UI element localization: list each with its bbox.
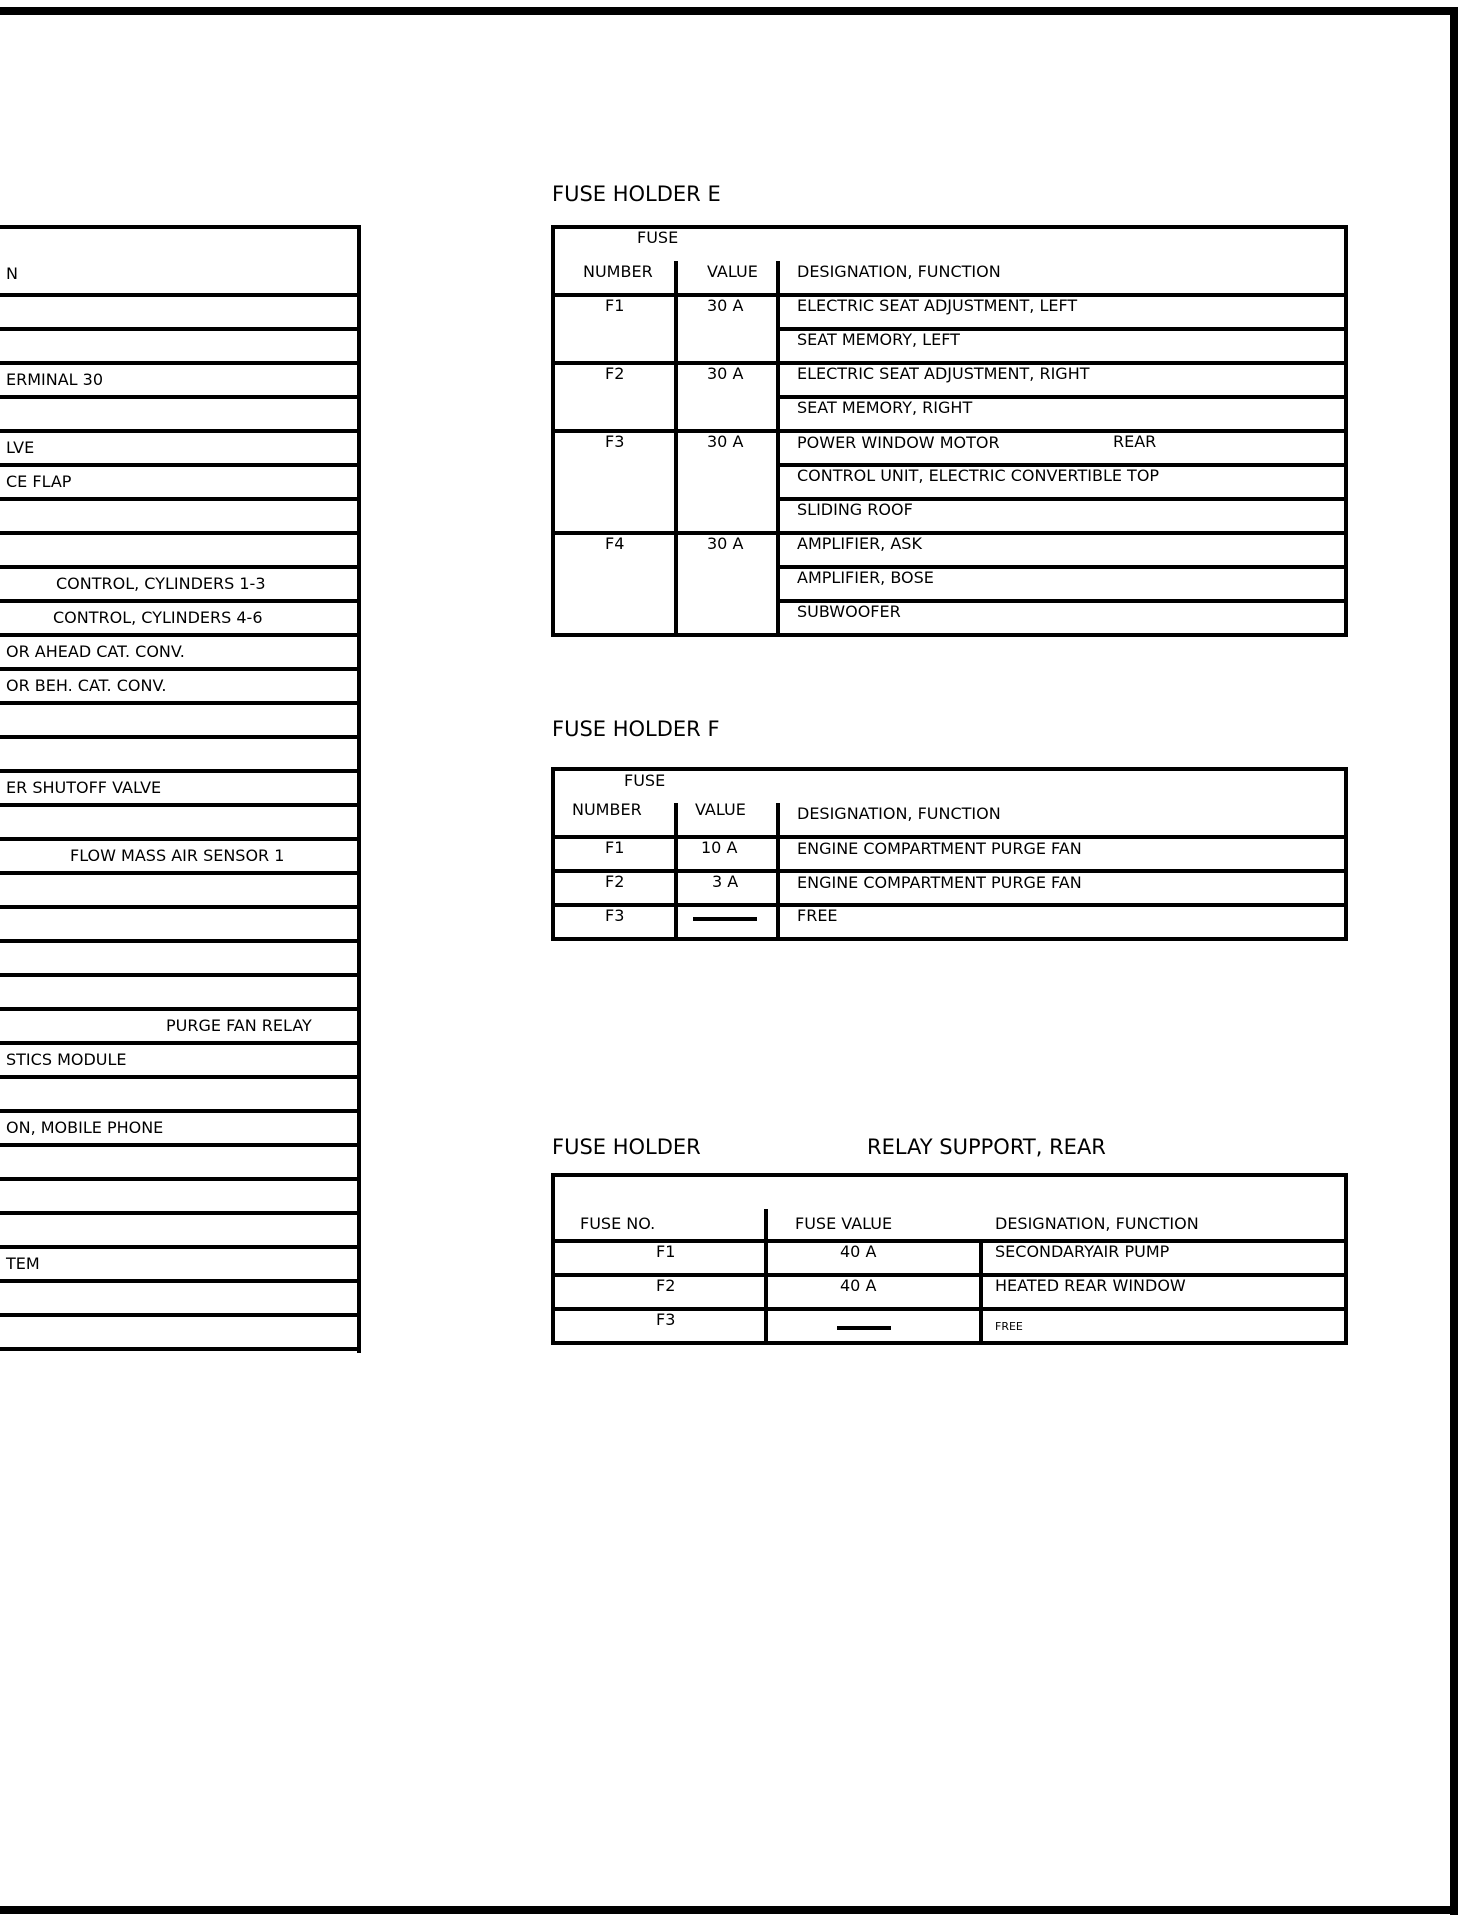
table-rear-col-divider-2 <box>979 1239 983 1345</box>
table-rear-col-divider-1 <box>764 1209 768 1345</box>
table-e-function: AMPLIFIER, ASK <box>797 534 922 553</box>
table-e-function-extra: REAR <box>1113 432 1157 451</box>
left-table-row-divider <box>0 531 361 535</box>
table-e-fuse-value: 30 A <box>707 534 744 553</box>
table-rear-function: HEATED REAR WINDOW <box>995 1276 1186 1295</box>
left-table-top-border <box>0 225 361 229</box>
table-e-function: CONTROL UNIT, ELECTRIC CONVERTIBLE TOP <box>797 466 1160 485</box>
table-f-bottom-border <box>551 937 1348 941</box>
table-e-fuse-value: 30 A <box>707 432 744 451</box>
left-table-row-divider <box>0 361 361 365</box>
left-table-row-divider <box>0 1313 361 1317</box>
table-e-header-value: VALUE <box>707 262 758 281</box>
table-f-function: ENGINE COMPARTMENT PURGE FAN <box>797 839 1082 858</box>
table-e-function: SLIDING ROOF <box>797 500 913 519</box>
left-table-row-label: ON, MOBILE PHONE <box>6 1118 164 1137</box>
table-e-header-fuse: FUSE <box>637 228 679 247</box>
table-f-left-border <box>551 767 555 941</box>
left-table-row-label: CONTROL, CYLINDERS 4-6 <box>53 608 263 627</box>
table-f-header-fuse: FUSE <box>624 771 666 790</box>
left-table-row-divider <box>0 905 361 909</box>
table-f-col-divider-1 <box>674 803 678 941</box>
table-e-function: SEAT MEMORY, RIGHT <box>797 398 973 417</box>
table-f-fuse-number: F1 <box>605 838 625 857</box>
table-f-header-designation: DESIGNATION, FUNCTION <box>797 804 1001 823</box>
table-e-col-divider-2 <box>776 261 780 637</box>
left-table-row-divider <box>0 429 361 433</box>
table-f-row-divider <box>551 903 1348 907</box>
table-e-fuse-number: F3 <box>605 432 625 451</box>
table-f-header-value: VALUE <box>695 800 746 819</box>
left-table-row-divider <box>0 667 361 671</box>
table-rear-header-designation: DESIGNATION, FUNCTION <box>995 1214 1199 1233</box>
table-e-function: POWER WINDOW MOTOR <box>797 433 1000 452</box>
table-e-fuse-value: 30 A <box>707 296 744 315</box>
left-table-row-divider <box>0 735 361 739</box>
table-f-header-number: NUMBER <box>572 800 642 819</box>
left-table-row-divider <box>0 599 361 603</box>
table-rear-header-value: FUSE VALUE <box>795 1214 893 1233</box>
empty-value-dash <box>837 1326 891 1330</box>
left-table-bottom-border <box>0 1347 361 1351</box>
table-e-header-designation: DESIGNATION, FUNCTION <box>797 262 1001 281</box>
table-e-fuse-number: F2 <box>605 364 625 383</box>
table-rear-fuse-value: 40 A <box>840 1276 877 1295</box>
left-table-header: N <box>6 264 18 283</box>
table-e-group-divider <box>551 531 1348 535</box>
left-table-row-divider <box>0 327 361 331</box>
fuse-holder-f-title: FUSE HOLDER F <box>552 717 720 741</box>
left-table-row-divider <box>0 463 361 467</box>
table-e-fuse-number: F4 <box>605 534 625 553</box>
left-table-row-divider <box>0 1177 361 1181</box>
left-table-row-divider <box>0 701 361 705</box>
table-e-function: AMPLIFIER, BOSE <box>797 568 934 587</box>
page-border-right <box>1450 7 1458 1915</box>
table-f-function: FREE <box>797 906 838 925</box>
left-table-row-divider <box>0 871 361 875</box>
table-f-fuse-number: F3 <box>605 906 625 925</box>
left-table-row-divider <box>0 1143 361 1147</box>
empty-value-dash <box>693 917 757 921</box>
left-table-row-divider <box>0 1279 361 1283</box>
left-table-row-divider <box>0 1109 361 1113</box>
table-rear-header-number: FUSE NO. <box>580 1214 656 1233</box>
table-f-top-border <box>551 767 1348 771</box>
fuse-holder-e-title: FUSE HOLDER E <box>552 182 721 206</box>
left-table-row-label: LVE <box>6 438 35 457</box>
left-table-row-label: ER SHUTOFF VALVE <box>6 778 162 797</box>
table-e-bottom-border <box>551 633 1348 637</box>
left-table-row-label: FLOW MASS AIR SENSOR 1 <box>70 846 285 865</box>
table-rear-fuse-value: 40 A <box>840 1242 877 1261</box>
fuse-holder-rear-title: FUSE HOLDER <box>552 1135 701 1159</box>
table-e-function: ELECTRIC SEAT ADJUSTMENT, LEFT <box>797 296 1078 315</box>
left-table-row-label: OR BEH. CAT. CONV. <box>6 676 167 695</box>
left-table-row-divider <box>0 633 361 637</box>
left-table-row-divider <box>0 1075 361 1079</box>
table-rear-right-border <box>1344 1173 1348 1345</box>
table-f-right-border <box>1344 767 1348 941</box>
table-f-fuse-value: 10 A <box>701 838 738 857</box>
left-table-row-label: STICS MODULE <box>6 1050 127 1069</box>
left-table-row-divider <box>0 497 361 501</box>
table-f-function: ENGINE COMPARTMENT PURGE FAN <box>797 873 1082 892</box>
table-e-col-divider-1 <box>674 261 678 637</box>
left-table-row-label: CONTROL, CYLINDERS 1-3 <box>56 574 266 593</box>
left-table-row-divider <box>0 1041 361 1045</box>
left-table-row-divider <box>0 1007 361 1011</box>
table-rear-fuse-number: F2 <box>656 1276 676 1295</box>
page-border-top <box>0 7 1458 15</box>
left-table-row-label: TEM <box>6 1254 40 1273</box>
left-table-row-divider <box>0 973 361 977</box>
table-rear-bottom-border <box>551 1341 1348 1345</box>
table-rear-top-border <box>551 1173 1348 1177</box>
table-f-fuse-number: F2 <box>605 872 625 891</box>
left-table-row-label: ERMINAL 30 <box>6 370 104 389</box>
page-border-bottom <box>0 1906 1458 1914</box>
left-table-row-divider <box>0 565 361 569</box>
left-table-row-divider <box>0 1211 361 1215</box>
left-table-row-divider <box>0 293 361 297</box>
table-rear-function: FREE <box>995 1320 1023 1333</box>
table-rear-fuse-number: F1 <box>656 1242 676 1261</box>
left-table-row-divider <box>0 803 361 807</box>
left-table-row-label: OR AHEAD CAT. CONV. <box>6 642 185 661</box>
table-e-fuse-value: 30 A <box>707 364 744 383</box>
left-table-row-divider <box>0 769 361 773</box>
table-e-fuse-number: F1 <box>605 296 625 315</box>
left-table-row-label: PURGE FAN RELAY <box>166 1016 312 1035</box>
fuse-holder-rear-subtitle: RELAY SUPPORT, REAR <box>867 1135 1106 1159</box>
table-f-col-divider-2 <box>776 803 780 941</box>
table-e-function: SUBWOOFER <box>797 602 901 621</box>
table-e-function: SEAT MEMORY, LEFT <box>797 330 960 349</box>
table-e-function: ELECTRIC SEAT ADJUSTMENT, RIGHT <box>797 364 1090 383</box>
table-rear-fuse-number: F3 <box>656 1310 676 1329</box>
left-table-row-divider <box>0 1245 361 1249</box>
left-table-row-divider <box>0 837 361 841</box>
left-table-row-divider <box>0 939 361 943</box>
left-table-row-divider <box>0 395 361 399</box>
table-rear-left-border <box>551 1173 555 1345</box>
left-table-row-label: CE FLAP <box>6 472 72 491</box>
table-e-header-number: NUMBER <box>583 262 653 281</box>
table-rear-function: SECONDARYAIR PUMP <box>995 1242 1170 1261</box>
table-f-fuse-value: 3 A <box>712 872 739 891</box>
